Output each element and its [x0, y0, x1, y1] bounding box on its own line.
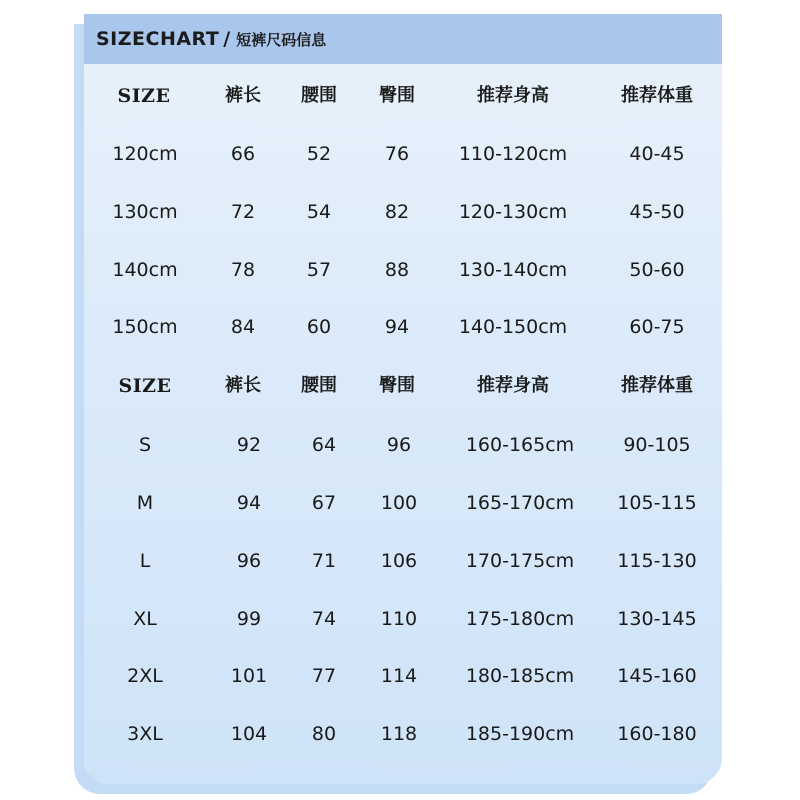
table-row	[84, 604, 722, 634]
kids-col-height: 推荐身高	[477, 85, 549, 106]
table-row	[84, 488, 722, 518]
height-cell: 165-170cm	[465, 492, 575, 514]
hip-cell: 82	[384, 201, 410, 223]
size-chart-card	[84, 14, 722, 784]
table-row	[84, 430, 722, 460]
table-row	[84, 546, 722, 576]
weight-cell: 90-105	[623, 434, 691, 456]
length-cell: 99	[236, 608, 262, 630]
header-title-cn: 短裤尺码信息	[236, 30, 327, 49]
length-cell: 84	[230, 316, 256, 338]
size-cell: M	[136, 492, 154, 514]
length-cell: 78	[230, 259, 256, 281]
waist-cell: 74	[311, 608, 337, 630]
length-cell: 92	[236, 434, 262, 456]
size-cell: XL	[133, 608, 157, 630]
table-row	[84, 139, 722, 169]
kids-col-hip: 臀围	[379, 85, 415, 106]
waist-cell: 77	[311, 665, 337, 687]
table-row	[84, 661, 722, 691]
waist-cell: 67	[311, 492, 337, 514]
height-cell: 185-190cm	[465, 723, 575, 745]
adult-col-weight: 推荐体重	[621, 375, 693, 396]
kids-col-size: SIZE	[117, 85, 171, 107]
table-row	[84, 255, 722, 285]
hip-cell: 76	[384, 143, 410, 165]
weight-cell: 40-45	[629, 143, 685, 165]
hip-cell: 118	[380, 723, 418, 745]
size-cell: 3XL	[127, 723, 163, 745]
table-row	[84, 719, 722, 749]
waist-cell: 60	[306, 316, 332, 338]
header-bar	[84, 14, 722, 64]
weight-cell: 160-180	[617, 723, 697, 745]
height-cell: 130-140cm	[458, 259, 568, 281]
weight-cell: 130-145	[617, 608, 697, 630]
length-cell: 94	[236, 492, 262, 514]
length-cell: 104	[230, 723, 268, 745]
table-row	[84, 197, 722, 227]
kids-table-header-row	[84, 81, 722, 111]
weight-cell: 115-130	[617, 550, 697, 572]
adult-col-size: SIZE	[118, 375, 172, 397]
hip-cell: 100	[380, 492, 418, 514]
height-cell: 175-180cm	[465, 608, 575, 630]
size-cell: 2XL	[127, 665, 163, 687]
adult-col-height: 推荐身高	[477, 375, 549, 396]
height-cell: 160-165cm	[465, 434, 575, 456]
length-cell: 96	[236, 550, 262, 572]
kids-col-weight: 推荐体重	[621, 85, 693, 106]
size-cell: 120cm	[112, 143, 178, 165]
adult-col-hip: 臀围	[379, 375, 415, 396]
adult-table-header-row	[84, 371, 722, 401]
weight-cell: 60-75	[629, 316, 685, 338]
height-cell: 140-150cm	[458, 316, 568, 338]
length-cell: 101	[230, 665, 268, 687]
hip-cell: 94	[384, 316, 410, 338]
height-cell: 170-175cm	[465, 550, 575, 572]
height-cell: 110-120cm	[458, 143, 568, 165]
header-separator: /	[223, 28, 231, 50]
header-title-en: SIZECHART	[96, 28, 220, 50]
weight-cell: 50-60	[629, 259, 685, 281]
height-cell: 120-130cm	[458, 201, 568, 223]
length-cell: 72	[230, 201, 256, 223]
table-row	[84, 312, 722, 342]
waist-cell: 71	[311, 550, 337, 572]
waist-cell: 57	[306, 259, 332, 281]
length-cell: 66	[230, 143, 256, 165]
size-cell: L	[139, 550, 151, 572]
size-cell: 140cm	[112, 259, 178, 281]
hip-cell: 110	[380, 608, 418, 630]
height-cell: 180-185cm	[465, 665, 575, 687]
weight-cell: 105-115	[617, 492, 697, 514]
weight-cell: 145-160	[617, 665, 697, 687]
adult-col-waist: 腰围	[301, 375, 337, 396]
header-title	[96, 26, 326, 52]
hip-cell: 88	[384, 259, 410, 281]
size-cell: S	[138, 434, 152, 456]
hip-cell: 96	[386, 434, 412, 456]
waist-cell: 54	[306, 201, 332, 223]
adult-col-length: 裤长	[225, 375, 261, 396]
hip-cell: 114	[380, 665, 418, 687]
size-cell: 150cm	[112, 316, 178, 338]
kids-col-waist: 腰围	[301, 85, 337, 106]
waist-cell: 64	[311, 434, 337, 456]
weight-cell: 45-50	[629, 201, 685, 223]
waist-cell: 80	[311, 723, 337, 745]
waist-cell: 52	[306, 143, 332, 165]
kids-col-length: 裤长	[225, 85, 261, 106]
size-cell: 130cm	[112, 201, 178, 223]
hip-cell: 106	[380, 550, 418, 572]
